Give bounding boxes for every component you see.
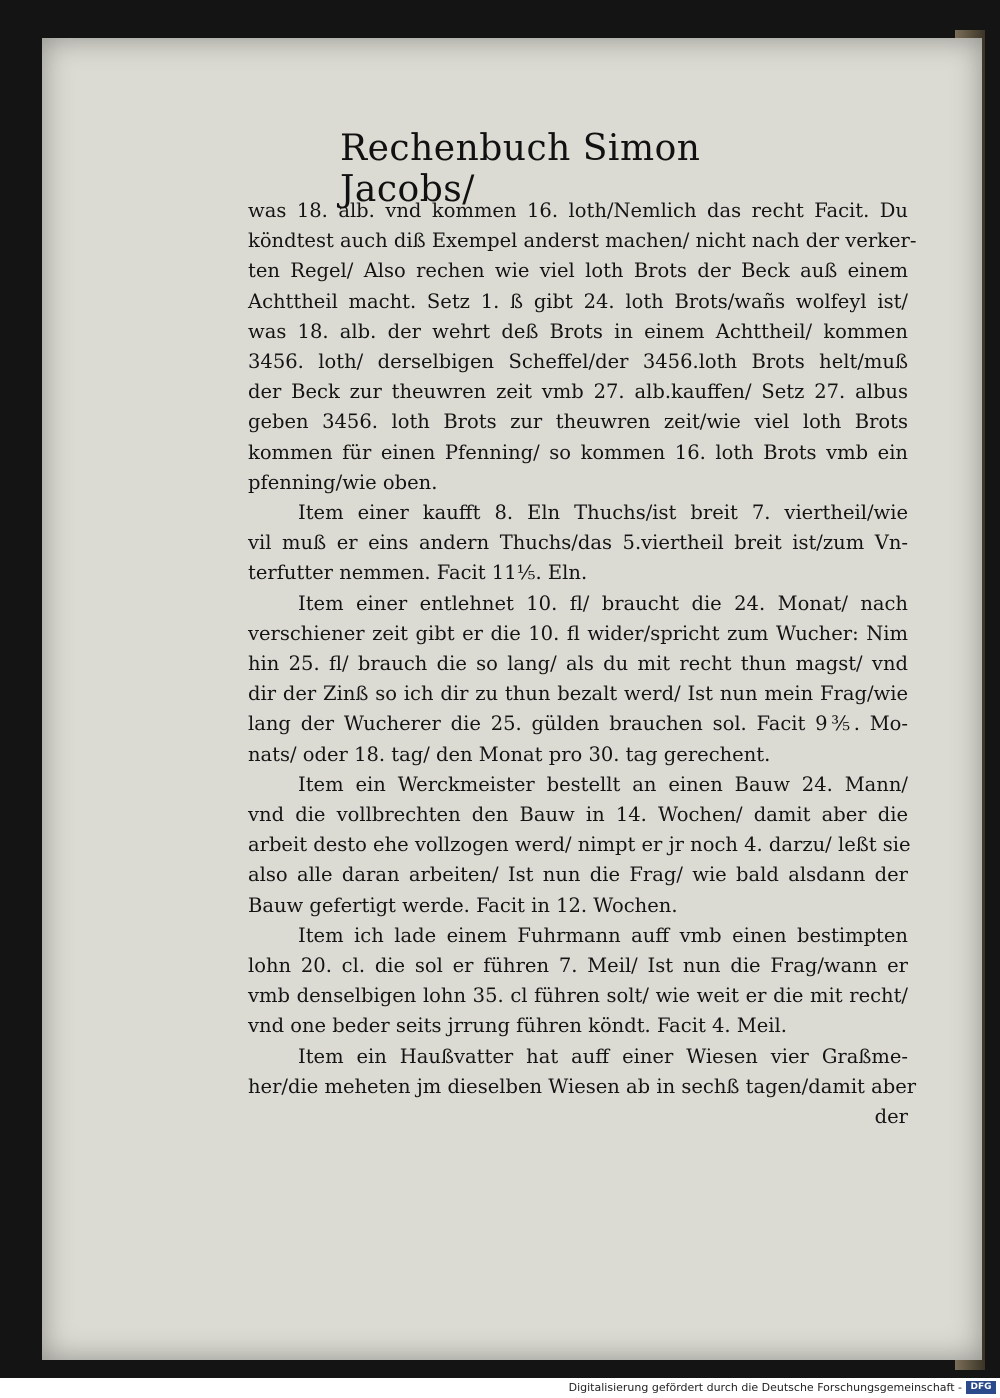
text-line: also alle daran arbeiten/ Ist nun die Frag/ wie bald alsdann der <box>248 863 908 887</box>
text-line: 3456. loth/ derselbigen Scheffel/der 3456.loth Brots helt/muß <box>248 350 908 374</box>
paragraph-start-line: Item ein Haußvatter hat auff einer Wiesen vier Graßme- <box>298 1044 908 1068</box>
text-line: kommen für einen Pfenning/ so kommen 16. loth Brots vmb ein <box>248 440 908 464</box>
text-line: köndtest auch diß Exempel anderst machen/ nicht nach der verker- <box>248 229 917 253</box>
text-line: geben 3456. loth Brots zur theuwren zeit/wie viel loth Brots <box>248 410 908 434</box>
text-line: nats/ oder 18. tag/ den Monat pro 30. tag gerechent. <box>248 742 771 766</box>
footer-bar <box>0 1378 1000 1398</box>
paragraph-start-line: Item einer entlehnet 10. fl/ braucht die 24. Monat/ nach <box>298 591 908 615</box>
text-line: pfenning/wie oben. <box>248 470 438 494</box>
dfg-logo: DFG <box>966 1381 996 1394</box>
text-line: dir der Zinß so ich dir zu thun bezalt werd/ Ist nun mein Frag/wie <box>248 682 908 706</box>
text-line: lohn 20. cl. die sol er führen 7. Meil/ Ist nun die Frag/wann er <box>248 954 908 978</box>
text-line: vnd die vollbrechten den Bauw in 14. Wochen/ damit aber die <box>248 803 908 827</box>
text-line: arbeit desto ehe vollzogen werd/ nimpt er jr noch 4. darzu/ leßt sie <box>248 833 911 857</box>
text-line: her/die meheten jm dieselben Wiesen ab in sechß tagen/damit aber <box>248 1074 917 1098</box>
catchword: der <box>874 1105 908 1129</box>
text-line: ten Regel/ Also rechen wie viel loth Brots der Beck auß einem <box>248 259 908 283</box>
text-line: vnd one beder seits jrrung führen köndt. Facit 4. Meil. <box>248 1014 787 1038</box>
paragraph-start-line: Item ein Werckmeister bestellt an einen Bauw 24. Mann/ <box>298 772 908 796</box>
text-line: lang der Wucherer die 25. gülden brauchen sol. Facit 9⅗. Mo- <box>248 712 908 736</box>
text-line: was 18. alb. vnd kommen 16. loth/Nemlich das recht Facit. Du <box>248 199 908 222</box>
text-line: terfutter nemmen. Facit 11⅕. Eln. <box>248 561 588 585</box>
text-line: was 18. alb. der wehrt deß Brots in einem Achttheil/ kommen <box>248 319 908 343</box>
text-line: Achttheil macht. Setz 1. ß gibt 24. loth Brots/wañs wolfeyl ist/ <box>248 289 908 313</box>
text-line: vil muß er eins andern Thuchs/das 5.viertheil breit ist/zum Vn- <box>248 531 908 555</box>
paragraph-start-line: Item ich lade einem Fuhrmann auff vmb einen bestimpten <box>298 923 908 947</box>
funding-notice: Digitalisierung gefördert durch die Deutsche Forschungsgemeinschaft - <box>568 1381 962 1394</box>
text-line: der Beck zur theuwren zeit vmb 27. alb.kauffen/ Setz 27. albus <box>248 380 908 404</box>
page-body <box>248 196 917 1132</box>
text-line: Bauw gefertigt werde. Facit in 12. Wochen. <box>248 893 678 917</box>
text-line: hin 25. fl/ brauch die so lang/ als du mit recht thun magst/ vnd <box>248 652 908 676</box>
text-line: vmb denselbigen lohn 35. cl führen solt/ wie weit er die mit recht/ <box>248 984 908 1008</box>
text-line: verschiener zeit gibt er die 10. fl wider/spricht zum Wucher: Nim <box>248 621 908 645</box>
running-header: Rechenbuch Simon Jacobs/ <box>340 128 701 210</box>
paragraph-start-line: Item einer kaufft 8. Eln Thuchs/ist breit 7. viertheil/wie <box>298 501 908 525</box>
